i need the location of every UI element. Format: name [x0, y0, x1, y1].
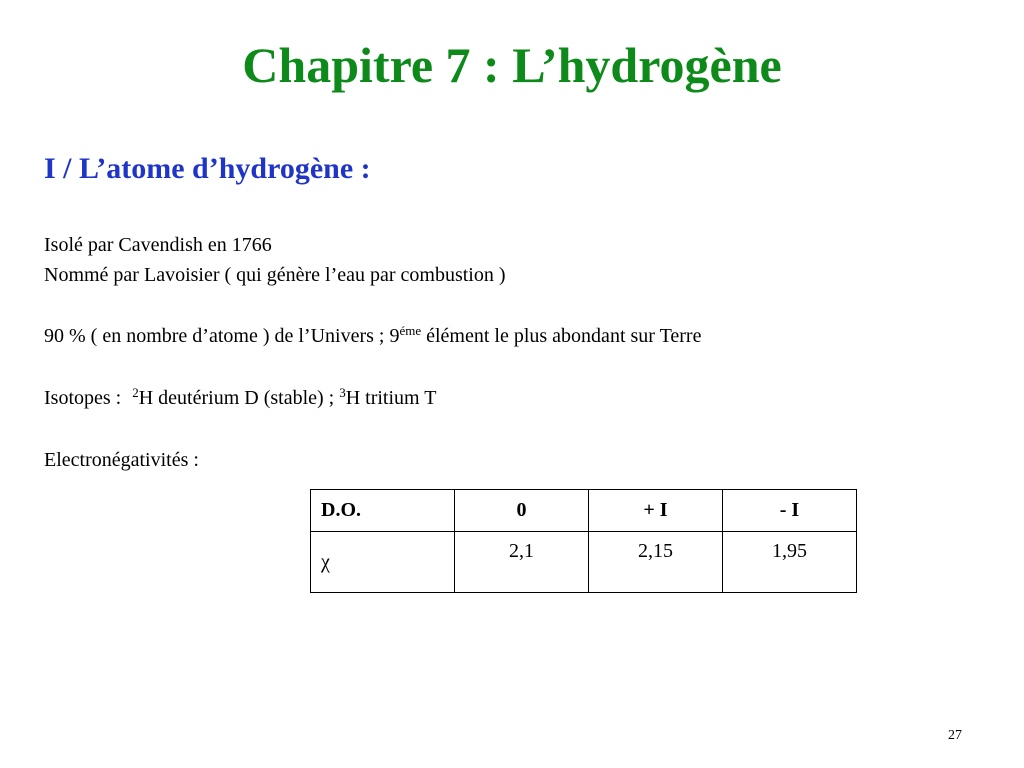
table-row — [311, 532, 857, 593]
isotopes-label: Isotopes : — [44, 387, 127, 409]
electronegativity-table — [310, 489, 857, 593]
isotope-deuterium-text: H deutérium D (stable) ; — [138, 387, 340, 409]
isotope-deuterium-mass: 2 — [132, 385, 139, 400]
isotope-tritium-mass: 3 — [339, 385, 346, 400]
abondance-superscript: éme — [399, 323, 422, 338]
line-isotopes — [44, 386, 436, 410]
abondance-prefix: 90 % ( en nombre d’atome ) de l’Univers ; 9 — [44, 325, 400, 347]
section-heading: I / L’atome d’hydrogène : — [44, 152, 371, 185]
table-cell: 2,15 — [589, 532, 723, 593]
line-electronegativites: Electronégativités : — [44, 449, 199, 471]
line-isole: Isolé par Cavendish en 1766 — [44, 234, 272, 256]
table-cell: 1,95 — [723, 532, 857, 593]
line-abondance — [44, 324, 701, 348]
table-header-cell: 0 — [455, 490, 589, 532]
table-header-cell: D.O. — [311, 490, 455, 532]
table-cell: χ — [311, 532, 455, 593]
page-number: 27 — [948, 728, 962, 743]
table-header-cell: + I — [589, 490, 723, 532]
slide-title: Chapitre 7 : L’hydrogène — [242, 37, 782, 93]
abondance-suffix: élément le plus abondant sur Terre — [421, 325, 702, 347]
isotope-tritium-text: H tritium T — [345, 387, 437, 409]
table-header-cell: - I — [723, 490, 857, 532]
line-nomme: Nommé par Lavoisier ( qui génère l’eau par combustion ) — [44, 264, 506, 286]
table-cell: 2,1 — [455, 532, 589, 593]
table-header-row — [311, 490, 857, 532]
